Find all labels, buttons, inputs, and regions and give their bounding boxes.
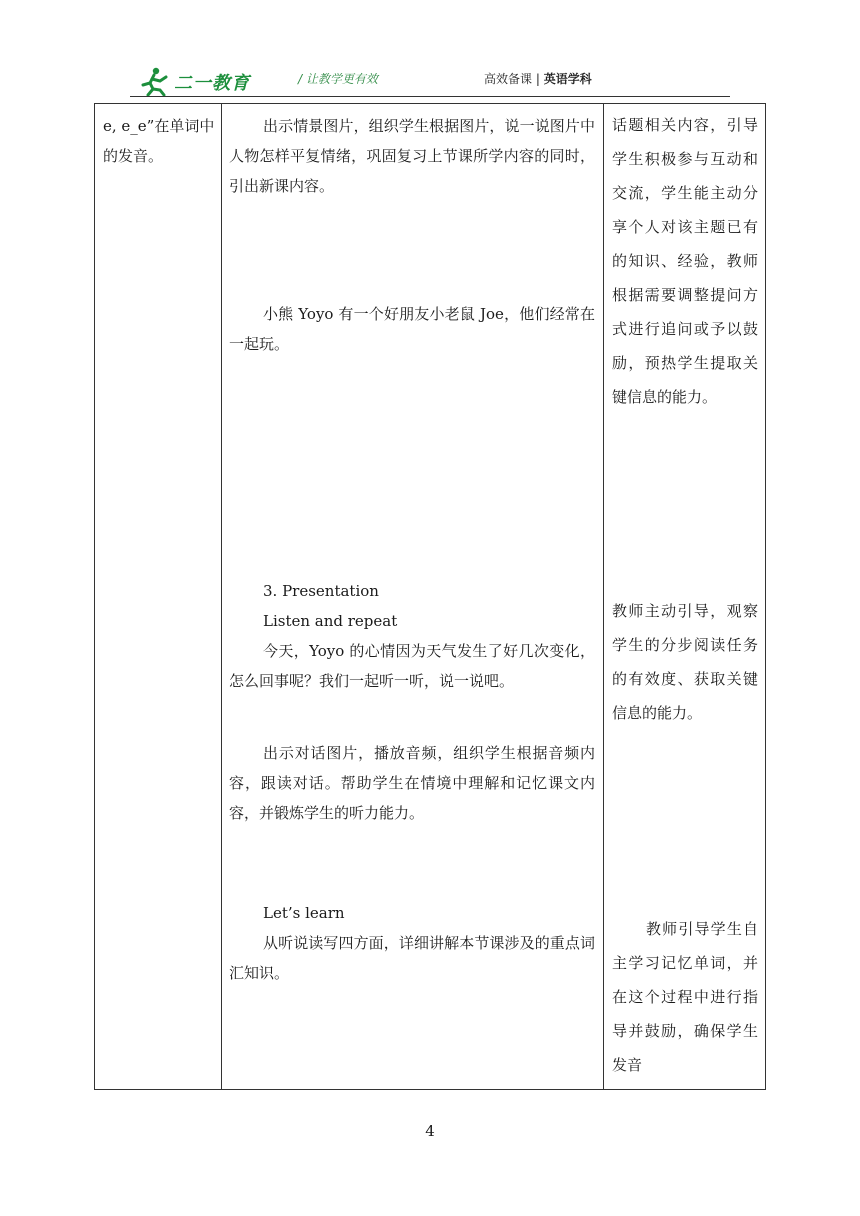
col1-text: e, e_e”在单词中的发音。: [103, 117, 215, 165]
col3-block-1: 话题相关内容，引导学生积极参与互动和交流，学生能主动分享个人对该主题已有的知识、经验，教师根据需要调整提问方式进行追问或予以鼓励，预热学生提取关键信息的能力。: [612, 116, 758, 406]
column-divider-2: [603, 103, 604, 1090]
col2-paragraph-5: 从听说读写四方面，详细讲解本节课涉及的重点词汇知识。: [229, 934, 595, 982]
header-rule: [130, 96, 730, 97]
col3-block-2: 教师主动引导，观察学生的分步阅读任务的有效度、获取关键信息的能力。: [612, 602, 758, 722]
listen-repeat-heading: Listen and repeat: [263, 612, 398, 630]
logo: [138, 66, 258, 96]
page-header: [0, 0, 860, 100]
col3-block-3: 教师引导学生自主学习记忆单词，并在这个过程中进行指导并鼓励，确保学生发音: [612, 920, 758, 1074]
col2-paragraph-4: 出示对话图片，播放音频，组织学生根据音频内容，跟读对话。帮助学生在情境中理解和记忆课文内容，并锻炼学生的听力能力。: [229, 744, 595, 822]
col2-paragraph-3: 今天，Yoyo 的心情因为天气发生了好几次变化，怎么回事呢？我们一起听一听，说一说吧。: [229, 642, 595, 690]
column-divider-1: [221, 103, 222, 1090]
runner-logo-icon: [138, 66, 174, 96]
subject-label: [484, 70, 592, 87]
subject-name: 英语学科: [543, 72, 592, 86]
col2-paragraph-1: 出示情景图片，组织学生根据图片，说一说图片中人物怎样平复情绪，巩固复习上节课所学内容的同时，引出新课内容。: [229, 117, 595, 195]
presentation-heading: 3. Presentation: [263, 582, 379, 600]
page-number: 4: [425, 1122, 435, 1140]
col2-paragraph-2: 小熊 Yoyo 有一个好朋友小老鼠 Joe，他们经常在一起玩。: [229, 305, 595, 353]
lets-learn-heading: Let’s learn: [263, 904, 345, 922]
subject-prefix: 高效备课 |: [484, 72, 544, 86]
slogan: / 让教学更有效: [298, 72, 378, 86]
logo-text: 二一教育: [174, 73, 250, 94]
